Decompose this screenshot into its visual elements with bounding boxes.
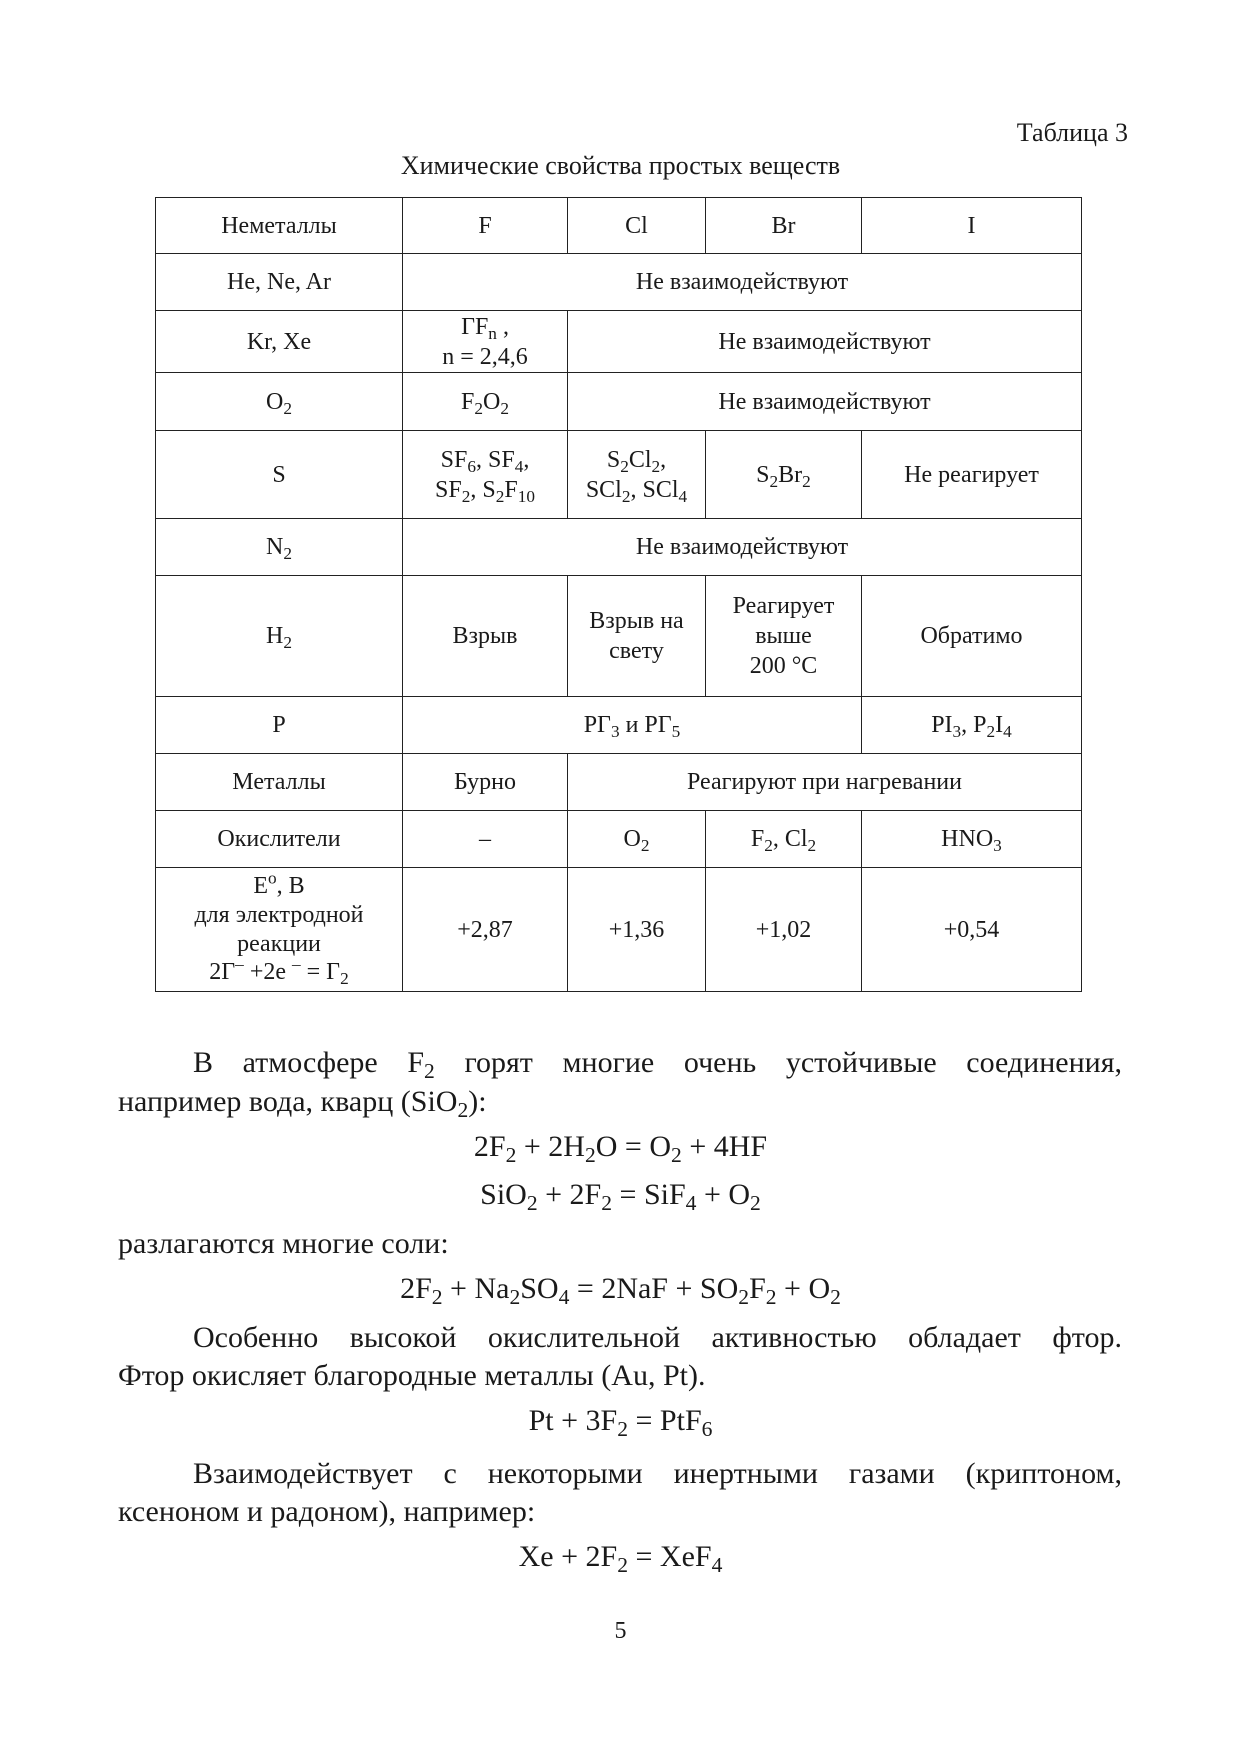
equation: $2F_2 + 2H_2O = O_2 + 4HF$	[473, 1130, 768, 1168]
row-label: $H_2$	[156, 576, 403, 697]
table-cell: $HNO_3$	[862, 811, 1082, 868]
table-cell: Реагируют при нагревании	[568, 754, 1082, 811]
header-cell: F	[403, 198, 568, 254]
table-row	[156, 868, 1082, 992]
table-cell: $F_2O_2$	[403, 373, 568, 431]
table-header-row	[156, 198, 1082, 254]
paragraph-line: например вода, кварц (SiO$_2$):	[118, 1085, 487, 1123]
table-cell: $F_2$, $Cl_2$	[706, 811, 862, 868]
row-label: Окислители	[156, 811, 403, 868]
row-label: He, Ne, Ar	[156, 254, 403, 311]
header-cell: I	[862, 198, 1082, 254]
chemical-properties-table	[155, 197, 1082, 992]
table-row	[156, 311, 1082, 373]
table-cell: $ГF_n$ , n = 2,4,6	[403, 311, 568, 373]
paragraph-line: ксеноном и радоном), например:	[118, 1495, 536, 1528]
table-row	[156, 697, 1082, 754]
paragraph-line: Особенно высокой окислительной активностью обладает фтор.	[193, 1321, 1122, 1354]
paragraph-line: В атмосфере $F_2$ горят многие очень устойчивые соединения,	[193, 1046, 1122, 1084]
table-cell: Обратимо	[862, 576, 1082, 697]
table-row	[156, 254, 1082, 311]
equation: $Xe + 2F_2 = XeF_4$	[518, 1540, 723, 1578]
table-cell: Взрыв на свету	[568, 576, 706, 697]
row-label: $N_2$	[156, 519, 403, 576]
equation: $Pt + 3F_2 = PtF_6$	[528, 1404, 713, 1442]
table-row	[156, 373, 1082, 431]
table-title: Химические свойства простых веществ	[400, 151, 841, 180]
equation: $SiO_2 + 2F_2 = SiF_4 + O_2$	[480, 1178, 761, 1216]
table-cell: +2,87	[403, 868, 568, 992]
row-label: $E^o$, B для электродной реакции 2Г– +2e $^- = Г_2$	[156, 868, 403, 992]
table-cell: $S_2Cl_2$, SCl$_2$, SCl$_4$	[568, 431, 706, 519]
paragraph-line: Взаимодействует с некоторыми инертными газами (криптоном,	[193, 1457, 1122, 1490]
table-cell: Не взаимодействуют	[403, 254, 1082, 311]
table-cell: Не реагирует	[862, 431, 1082, 519]
header-cell: Cl	[568, 198, 706, 254]
table-row	[156, 519, 1082, 576]
table-cell: $PГ_3$ и $PГ_5$	[403, 697, 862, 754]
table-cell: $SF_6$, $SF_4$, $SF_2$, $S_2F_{10}$	[403, 431, 568, 519]
row-label: $O_2$	[156, 373, 403, 431]
table-cell: $PI_3$, $P_2I_4$	[862, 697, 1082, 754]
header-cell: Неметаллы	[156, 198, 403, 254]
row-label: S	[156, 431, 403, 519]
row-label: Kr, Xe	[156, 311, 403, 373]
table-cell: Реагирует выше 200 °C	[706, 576, 862, 697]
equation: $2F_2 + Na_2SO_4 = 2NaF + SO_2F_2 + O_2$	[400, 1272, 841, 1310]
table-cell: Не взаимодействуют	[568, 311, 1082, 373]
page-number: 5	[614, 1618, 627, 1644]
table-cell: $S_2Br_2$	[706, 431, 862, 519]
table-cell: Бурно	[403, 754, 568, 811]
header-cell: Br	[706, 198, 862, 254]
table-row	[156, 576, 1082, 697]
table-cell: –	[403, 811, 568, 868]
table-row	[156, 431, 1082, 519]
paragraph-line: разлагаются многие соли:	[118, 1227, 449, 1260]
table-cell: +1,36	[568, 868, 706, 992]
table-cell: Не взаимодействуют	[568, 373, 1082, 431]
table-row	[156, 811, 1082, 868]
row-label: P	[156, 697, 403, 754]
paragraph-line: Фтор окисляет благородные металлы (Au, Pt).	[118, 1359, 706, 1392]
row-label: Металлы	[156, 754, 403, 811]
table-cell: +1,02	[706, 868, 862, 992]
table-cell: Не взаимодействуют	[403, 519, 1082, 576]
table-cell: $O_2$	[568, 811, 706, 868]
table-cell: Взрыв	[403, 576, 568, 697]
table-number: Таблица 3	[1016, 118, 1128, 147]
table-row	[156, 754, 1082, 811]
table-cell: +0,54	[862, 868, 1082, 992]
